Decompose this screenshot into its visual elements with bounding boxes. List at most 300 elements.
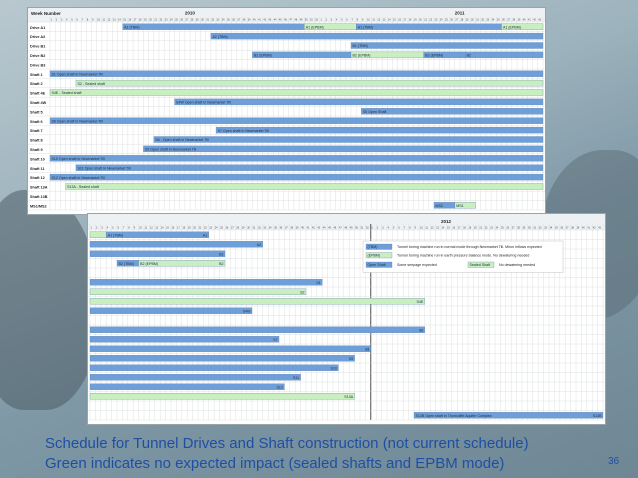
week-tick-label: 4	[106, 226, 109, 230]
background-rock	[0, 190, 100, 410]
week-tick-label: 17	[177, 226, 180, 230]
week-tick-label: 38	[512, 18, 516, 22]
week-tick-label: 52	[315, 18, 318, 22]
week-tick-label: 13	[112, 18, 116, 22]
week-tick-label: 6	[117, 226, 119, 230]
bar-label: S6 Open shaft in Newmarket Till	[51, 119, 103, 124]
row-label: Drive A1	[30, 25, 46, 30]
row-label: Shaft 13A	[30, 185, 48, 190]
bar-label: S11 Open shaft in Newmarket Till	[77, 166, 131, 171]
row-label: Shaft 4W	[30, 100, 47, 105]
gantt-bar	[90, 289, 306, 295]
week-tick-label: 51	[310, 18, 313, 22]
week-tick-label: 39	[295, 226, 299, 230]
bar-label: MS1	[456, 203, 464, 208]
year-label: 2011	[454, 10, 465, 16]
gantt-bar	[90, 365, 338, 371]
week-tick-label: 28	[460, 18, 464, 22]
schedule-chart-2012	[87, 213, 606, 425]
bar-label: B2	[466, 53, 472, 58]
week-tick-label: 8	[86, 18, 89, 22]
gantt-chart-2	[88, 214, 605, 424]
week-tick-label: 29	[241, 226, 245, 230]
week-tick-label: 10	[420, 226, 423, 230]
week-tick-label: 30	[470, 18, 474, 22]
week-tick-label: 23	[490, 226, 493, 230]
week-tick-label: 38	[571, 226, 574, 230]
week-tick-label: 14	[160, 226, 164, 230]
bar-label: S9 Open shaft in Newmarket Till	[144, 147, 197, 152]
week-tick-label: 16	[398, 18, 401, 22]
week-tick-label: 44	[322, 226, 326, 230]
gantt-bar	[76, 80, 543, 86]
week-tick-label: 24	[439, 18, 443, 22]
gantt-bar	[90, 308, 252, 314]
week-tick-label: 1	[371, 226, 373, 230]
row-label: Shaft 12	[30, 176, 45, 181]
row-label: MS1/MS2	[30, 204, 47, 209]
week-tick-label: 15	[393, 18, 396, 22]
week-tick-label: 5	[112, 226, 114, 230]
week-tick-label: 22	[429, 18, 433, 22]
week-tick-label: 50	[355, 226, 358, 230]
gantt-bar	[50, 71, 543, 77]
gantt-bar	[90, 298, 425, 304]
week-tick-label: 17	[457, 226, 461, 230]
week-tick-label: 30	[528, 226, 531, 230]
week-tick-label: 7	[81, 18, 84, 22]
week-tick-label: 6	[346, 18, 348, 22]
week-tick-label: 33	[216, 18, 220, 22]
week-tick-label: 18	[408, 18, 412, 22]
week-tick-label: 40	[252, 18, 256, 22]
week-tick-label: 30	[201, 18, 204, 22]
bar-label: A1 (TBM)	[357, 25, 374, 30]
week-tick-label: 22	[204, 226, 207, 230]
row-label: Shaft 9	[30, 147, 43, 152]
bar-end-label: S10	[330, 366, 337, 371]
row-label: Shaft 10	[30, 157, 45, 162]
week-tick-label: 40	[301, 226, 304, 230]
gantt-bar	[90, 355, 355, 361]
week-tick-label: 16	[452, 226, 456, 230]
gantt-bar	[90, 374, 301, 380]
week-tick-label: 28	[236, 226, 240, 230]
week-tick-label: 9	[133, 226, 136, 230]
week-tick-label: 41	[528, 18, 531, 22]
gantt-bar	[356, 24, 501, 30]
bar-label: B2 (EPBM)	[140, 261, 159, 266]
week-tick-label: 36	[560, 226, 564, 230]
bar-end-label: S2	[300, 290, 305, 295]
week-tick-label: 9	[414, 226, 416, 230]
week-tick-label: 37	[285, 226, 288, 230]
week-tick-label: 40	[582, 226, 585, 230]
bar-end-label: A2	[256, 242, 262, 247]
week-tick-label: 21	[479, 226, 483, 230]
legend-key: (TBM)	[367, 245, 378, 250]
gantt-bar	[50, 174, 543, 180]
week-tick-label: 19	[187, 226, 191, 230]
week-tick-label: 7	[123, 226, 125, 230]
bar-end-label: S7	[273, 337, 278, 342]
header-label: Week Number	[31, 11, 61, 16]
week-tick-label: 52	[366, 226, 369, 230]
week-tick-label: 48	[344, 226, 348, 230]
week-tick-label: 42	[592, 226, 596, 230]
year-label: 2010	[184, 10, 195, 16]
year-label: 2012	[441, 219, 452, 224]
week-tick-label: 2	[55, 18, 58, 22]
week-tick-label: 31	[252, 226, 256, 230]
week-tick-label: 29	[195, 18, 199, 22]
week-tick-label: 38	[290, 226, 294, 230]
week-tick-label: 5	[341, 18, 343, 22]
legend-text: Tunnel boring machine run in normal mode through Newmarket Till. Minor inflows expected	[397, 245, 542, 250]
week-tick-label: 27	[185, 18, 189, 22]
row-label: Drive A2	[30, 35, 46, 40]
week-tick-label: 4	[66, 18, 68, 22]
bar-label: S10 Open shaft in Newmarket Till	[51, 156, 105, 161]
slide-caption-line-2: Green indicates no expected impact (sealed shafts and EPBM mode)	[45, 455, 505, 472]
week-tick-label: 35	[227, 18, 230, 22]
week-tick-label: 6	[76, 18, 78, 22]
row-label: Drive B1	[30, 44, 46, 49]
week-tick-label: 44	[273, 18, 277, 22]
row-label: Shaft 13B	[30, 194, 48, 199]
gantt-bar	[143, 146, 543, 152]
bar-label: S4W Open shaft in Newmarket Till	[176, 100, 231, 105]
week-tick-label: 33	[544, 226, 547, 230]
week-tick-label: 8	[356, 18, 359, 22]
gantt-bar	[90, 336, 279, 342]
week-tick-label: 36	[232, 18, 235, 22]
week-tick-label: 49	[299, 18, 303, 22]
week-tick-label: 5	[393, 226, 395, 230]
legend-text: No dewatering needed	[499, 263, 536, 268]
week-tick-label: 10	[367, 18, 370, 22]
bar-label: A1 (EPBM)	[502, 25, 521, 30]
legend-text: Some seepage expected	[397, 263, 437, 268]
bar-end-label: S4E	[416, 299, 424, 304]
week-tick-label: 15	[447, 226, 450, 230]
week-tick-label: 46	[333, 226, 337, 230]
week-tick-label: 12	[150, 226, 153, 230]
gantt-bar	[90, 279, 322, 285]
week-tick-label: 39	[517, 18, 521, 22]
week-tick-label: 37	[565, 226, 569, 230]
row-label: Shaft 1	[30, 72, 43, 77]
week-tick-label: 26	[225, 226, 229, 230]
week-tick-label: 11	[372, 18, 375, 22]
week-tick-label: 14	[441, 226, 445, 230]
row-label: Shaft 8	[30, 138, 43, 143]
week-tick-label: 51	[360, 226, 364, 230]
week-tick-label: 11	[144, 226, 148, 230]
bar-label: S5 Open Shaft	[362, 109, 387, 114]
week-tick-label: 10	[97, 18, 100, 22]
week-tick-label: 20	[474, 226, 477, 230]
row-label: Shaft 11	[30, 166, 45, 171]
schedule-chart-2010-2011	[27, 7, 546, 215]
week-tick-label: 5	[71, 18, 73, 22]
week-tick-label: 42	[312, 226, 315, 230]
week-tick-label: 11	[102, 18, 105, 22]
gantt-bar	[50, 89, 543, 95]
row-label: Shaft 5	[30, 110, 43, 115]
week-tick-label: 35	[496, 18, 500, 22]
bar-end-label: B1	[219, 252, 224, 257]
week-tick-label: 33	[486, 18, 490, 22]
week-tick-label: 15	[166, 226, 169, 230]
week-tick-label: 18	[182, 226, 186, 230]
week-tick-label: 13	[155, 226, 159, 230]
bar-label: S2 - Sealed shaft	[77, 81, 106, 86]
bar-label: S4E - Sealed shaft	[51, 91, 82, 96]
gantt-bar	[50, 118, 543, 124]
week-tick-label: 25	[175, 18, 178, 22]
bar-label: B2 (EPBM)	[425, 53, 444, 58]
week-tick-label: 34	[549, 226, 553, 230]
week-tick-label: 3	[330, 18, 333, 22]
bar-end-label: S12	[276, 385, 283, 390]
bar-label: B2 (EPBM)	[352, 53, 371, 58]
week-tick-label: 26	[180, 18, 184, 22]
bar-label: S12 Open shaft in Newmarket Till	[51, 175, 105, 180]
week-tick-label: 4	[336, 18, 338, 22]
week-tick-label: 18	[463, 226, 466, 230]
week-tick-label: 3	[382, 226, 384, 230]
legend-key: Open Shaft	[367, 263, 386, 268]
gantt-bar	[90, 346, 371, 352]
week-tick-label: 6	[398, 226, 400, 230]
week-tick-label: 2	[376, 226, 379, 230]
page-number: 36	[608, 456, 620, 467]
week-tick-label: 14	[387, 18, 391, 22]
week-tick-label: 45	[278, 18, 282, 22]
bar-end-label: S6	[418, 328, 424, 333]
week-tick-label: 26	[506, 226, 510, 230]
bar-end-label: S9	[348, 356, 354, 361]
week-tick-label: 23	[209, 226, 213, 230]
bar-label: S13B Open shaft in Thorncliffe Aquifer Complex	[415, 413, 492, 418]
gantt-chart-1	[28, 8, 545, 214]
week-tick-label: 43	[317, 226, 321, 230]
week-tick-label: 25	[445, 18, 448, 22]
bar-label: S13A - Sealed shaft	[67, 185, 99, 190]
week-tick-label: 12	[377, 18, 381, 22]
week-tick-label: 1	[90, 226, 92, 230]
week-tick-label: 38	[242, 18, 246, 22]
week-tick-label: 1	[50, 18, 52, 22]
week-tick-label: 9	[92, 18, 94, 22]
week-tick-label: 27	[231, 226, 234, 230]
row-label: Shaft 7	[30, 129, 43, 134]
row-label: Shaft 2	[30, 82, 43, 87]
row-label: Shaft 6	[30, 119, 43, 124]
week-tick-label: 20	[193, 226, 196, 230]
week-tick-label: 45	[328, 226, 331, 230]
row-label: Drive B3	[30, 63, 46, 68]
bar-label: MS2	[435, 203, 443, 208]
week-tick-label: 21	[424, 18, 427, 22]
week-tick-label: 32	[481, 18, 484, 22]
gantt-bar	[465, 52, 543, 58]
week-tick-label: 12	[430, 226, 434, 230]
week-tick-label: 20	[419, 18, 422, 22]
gantt-bar	[76, 165, 543, 171]
gantt-bar	[66, 183, 543, 189]
week-tick-label: 16	[171, 226, 175, 230]
week-tick-label: 19	[144, 18, 147, 22]
week-tick-label: 36	[502, 18, 505, 22]
bar-label: A1 (EPBM)	[305, 25, 324, 30]
week-tick-label: 37	[507, 18, 510, 22]
bar-label: S7 Open shaft in Newmarket Till	[217, 128, 269, 133]
week-tick-label: 11	[425, 226, 428, 230]
bar-label: S1 Open shaft in Newmarket Till	[51, 72, 103, 77]
gantt-bar	[361, 108, 543, 114]
week-tick-label: 22	[484, 226, 488, 230]
week-tick-label: 3	[60, 18, 63, 22]
week-tick-label: 30	[247, 226, 250, 230]
legend-key: Sealed Shaft	[469, 263, 491, 268]
week-tick-label: 29	[465, 18, 469, 22]
bar-end-label: S1	[316, 280, 321, 285]
gantt-bar	[90, 393, 355, 399]
week-tick-label: 41	[258, 18, 261, 22]
week-tick-label: 36	[279, 226, 283, 230]
week-tick-label: 19	[413, 18, 417, 22]
week-tick-label: 35	[555, 226, 558, 230]
week-tick-label: 39	[247, 18, 251, 22]
bar-label: A1 (TBM)	[124, 25, 140, 30]
week-tick-label: 32	[538, 226, 542, 230]
week-tick-label: 1	[320, 18, 322, 22]
week-tick-label: 32	[211, 18, 215, 22]
row-label: Shaft 4E	[30, 91, 46, 96]
week-tick-label: 34	[268, 226, 272, 230]
week-tick-label: 42	[533, 18, 536, 22]
week-tick-label: 16	[128, 18, 132, 22]
bar-label: A1 (TBM)	[107, 233, 124, 238]
bar-end-label: S4W	[242, 309, 251, 314]
week-tick-label: 13	[436, 226, 439, 230]
week-tick-label: 39	[576, 226, 580, 230]
week-tick-label: 26	[450, 18, 453, 22]
bar-label: B2 (EPBM)	[253, 53, 272, 58]
week-tick-label: 41	[587, 226, 591, 230]
gantt-bar	[90, 251, 225, 257]
slide-caption-line-1: Schedule for Tunnel Drives and Shaft construction (not current schedule)	[45, 435, 529, 452]
bar-end-label: A1	[202, 233, 208, 238]
week-tick-label: 31	[476, 18, 479, 22]
gantt-bar	[50, 155, 543, 161]
week-tick-label: 34	[221, 18, 225, 22]
week-tick-label: 46	[284, 18, 287, 22]
bar-end-label: S13B	[592, 413, 602, 418]
week-tick-label: 15	[123, 18, 126, 22]
bar-label: A2 (TBM)	[212, 34, 228, 39]
legend-key: (EPBM)	[367, 253, 381, 258]
week-tick-label: 13	[382, 18, 386, 22]
gantt-bar	[90, 327, 425, 333]
row-label: Drive B2	[30, 53, 46, 58]
bar-end-label: S13A	[344, 394, 354, 399]
week-tick-label: 7	[403, 226, 406, 230]
week-tick-label: 21	[198, 226, 202, 230]
week-tick-label: 9	[361, 18, 364, 22]
week-tick-label: 17	[403, 18, 407, 22]
week-tick-label: 4	[387, 226, 389, 230]
week-tick-label: 25	[501, 226, 504, 230]
week-tick-label: 20	[149, 18, 152, 22]
week-tick-label: 31	[533, 226, 537, 230]
week-tick-label: 40	[522, 18, 526, 22]
week-tick-label: 19	[468, 226, 472, 230]
bar-label: B1 (TBM)	[352, 44, 368, 49]
week-tick-label: 28	[517, 226, 520, 230]
week-tick-label: 33	[263, 226, 267, 230]
week-tick-label: 42	[263, 18, 267, 22]
week-tick-label: 32	[258, 226, 261, 230]
week-tick-label: 28	[190, 18, 194, 22]
week-tick-label: 24	[495, 226, 499, 230]
week-tick-label: 48	[294, 18, 298, 22]
week-tick-label: 27	[455, 18, 459, 22]
week-tick-label: 21	[154, 18, 158, 22]
week-tick-label: 43	[538, 18, 542, 22]
week-tick-label: 24	[214, 226, 218, 230]
week-tick-label: 18	[138, 18, 142, 22]
week-tick-label: 3	[101, 226, 103, 230]
week-tick-label: 24	[169, 18, 173, 22]
gantt-bar	[154, 136, 543, 142]
week-tick-label: 2	[96, 226, 98, 230]
week-tick-label: 47	[289, 18, 292, 22]
week-tick-label: 31	[206, 18, 209, 22]
week-tick-label: 7	[351, 18, 353, 22]
week-tick-label: 43	[598, 226, 601, 230]
legend-text: Tunnel boring machine run in earth pressure balance mode. No dewatering needed	[397, 253, 530, 258]
week-tick-label: 37	[237, 18, 241, 22]
week-tick-label: 17	[133, 18, 137, 22]
week-tick-label: 41	[306, 226, 310, 230]
gantt-bar	[90, 232, 106, 238]
gantt-bar	[211, 33, 543, 39]
week-tick-label: 8	[128, 226, 130, 230]
gantt-bar	[351, 42, 543, 48]
week-tick-label: 43	[268, 18, 272, 22]
week-tick-label: 12	[107, 18, 111, 22]
week-tick-label: 50	[304, 18, 308, 22]
bar-label: B2 (TBM)	[118, 261, 134, 266]
week-tick-label: 49	[349, 226, 353, 230]
week-tick-label: 8	[409, 226, 411, 230]
week-tick-label: 27	[511, 226, 515, 230]
week-tick-label: 10	[139, 226, 142, 230]
week-tick-label: 35	[274, 226, 277, 230]
week-tick-label: 34	[491, 18, 495, 22]
gantt-bar	[90, 384, 284, 390]
week-tick-label: 29	[522, 226, 526, 230]
week-tick-label: 23	[434, 18, 438, 22]
gantt-bar	[123, 24, 305, 30]
week-tick-label: 22	[159, 18, 163, 22]
week-tick-label: 23	[164, 18, 168, 22]
week-tick-label: 14	[118, 18, 121, 22]
week-tick-label: 47	[339, 226, 342, 230]
